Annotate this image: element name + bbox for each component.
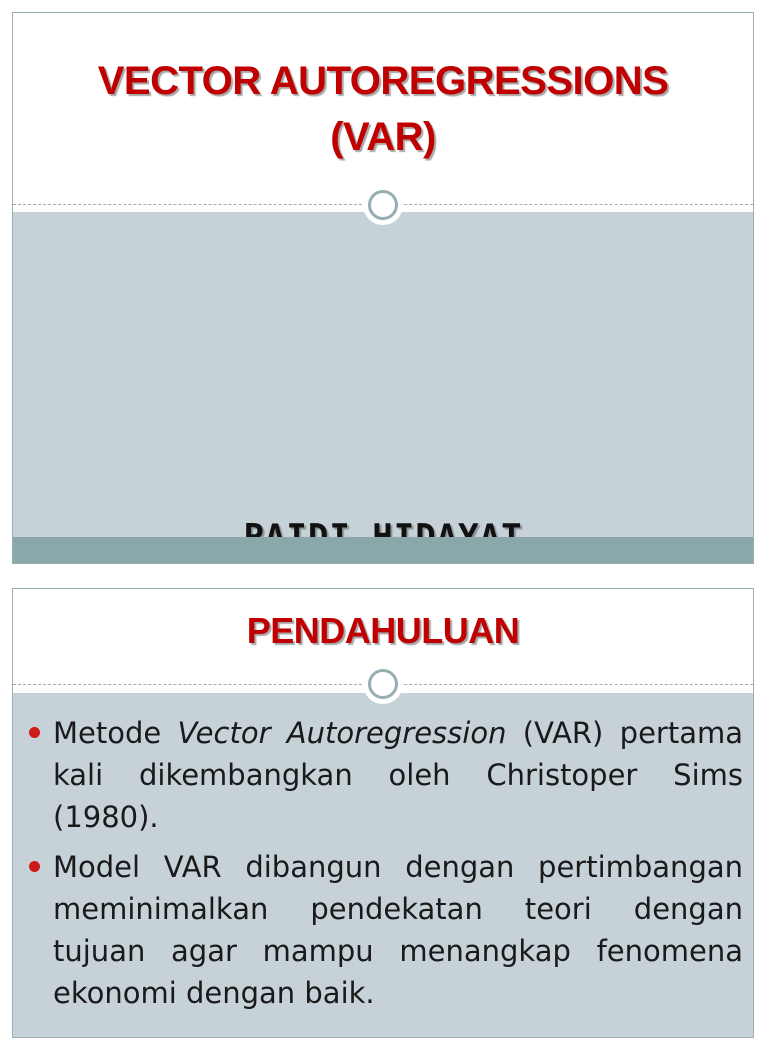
bottom-band — [13, 537, 753, 563]
divider-circle-icon — [363, 664, 403, 704]
list-item — [29, 712, 743, 838]
title-slide — [12, 12, 754, 564]
bullet-text-italic: Vector Autoregression — [177, 716, 507, 750]
bullet-dot-icon — [29, 727, 40, 738]
bullet-list — [29, 712, 743, 1022]
bullet-dot-icon — [29, 861, 40, 872]
list-item — [29, 846, 743, 1014]
slide-title: PENDAHULUAN — [246, 610, 520, 651]
divider-circle-icon — [363, 185, 403, 225]
bullet-text: Model VAR dibangun dengan pertimbangan meminimalkan pendekatan teori dengan tujuan agar mampu menangkap fenomena ekonomi dengan baik. — [53, 850, 743, 1010]
slide-title — [13, 53, 753, 165]
title-line-1: VECTOR AUTOREGRESSIONS — [97, 59, 669, 103]
bullet-text-end: (VAR) pertama kali dikembangkan oleh Christoper Sims (1980). — [53, 716, 743, 834]
bullet-text-start: Metode — [53, 716, 178, 750]
title-area — [13, 13, 753, 205]
title-line-2: (VAR) — [330, 115, 436, 159]
intro-slide — [12, 588, 754, 1038]
body-area — [13, 212, 753, 537]
